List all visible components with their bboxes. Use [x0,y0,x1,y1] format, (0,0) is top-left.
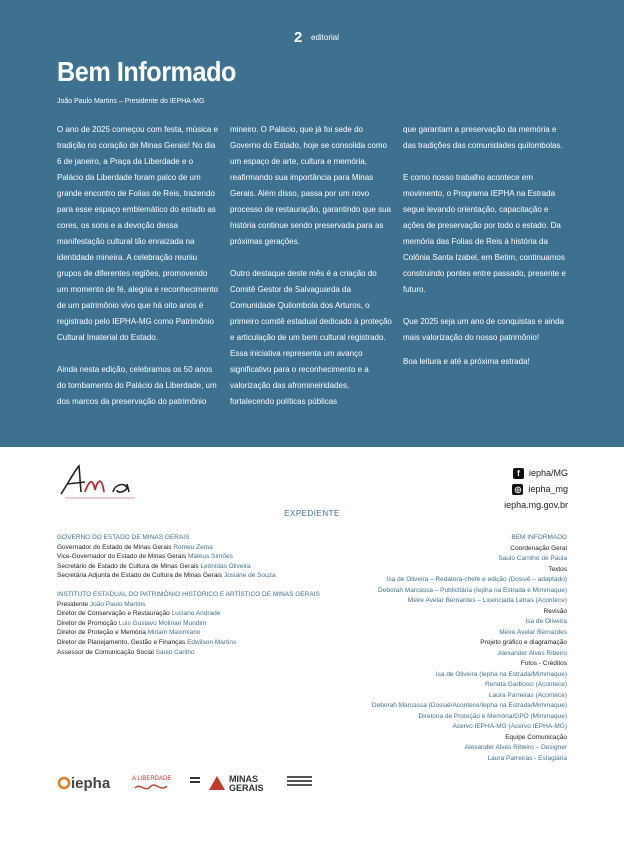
text-column-1 [57,122,220,426]
credit-row: Diretor de Conservação e Restauração Luciano Andrade [57,610,221,618]
expediente-heading: EXPEDIENTE [284,509,340,518]
facebook-row[interactable] [504,465,568,481]
svg-text:MINAS: MINAS [229,774,258,784]
credit-row: Diretor de Planejamento, Gestão e Finanças Edwilson Martins [57,638,237,646]
credit-line: Isa de Oliveira (Iepha na Estrada/Mimmaque) [435,670,567,678]
credit-line: Acervo IEPHA-MG (Acervo IEPHA-MG) [452,723,567,730]
page-title: Bem Informado [57,56,236,87]
paragraph: O ano de 2025 começou com festa, música e tradição no coração de Minas Gerais! No dia 6 de janeiro, a Praça da Liberdade e o Palácio da Liberdade foram palco de um grande encontro de Folias de Reis, trazendo para esse espaço emblemático do estado as cores, os sons e a devoção dessa manifestação cultural tão enraizada na identidade mineira. A celebração reuniu grupos de diferentes regiões, promovendo um momento de fé, alegria e reconhecimento de um patrimônio vivo que há oito anos é registrado pelo IEPHA-MG como Patrimônio Cultural Imaterial do Estado. [57,125,218,342]
ama-logo [55,462,150,502]
credit-line: Fotos - Créditos [520,660,567,667]
credit-row: Governador do Estado de Minas Gerais Romeu Zema [57,543,213,551]
instagram-handle: iepha_mg [528,484,568,494]
credit-line: Laura Parreiras - Estagiária [487,754,567,762]
credit-line: Renata Garbosci (Acontece) [484,681,567,688]
credit-line: Deborah Marcassa – Publicitária (Iepha na Estrada e Mimmaque) [378,586,567,594]
author-line: João Paulo Martins – Presidente do IEPHA-MG [57,98,205,105]
facebook-icon: f [513,468,524,479]
section-label: editorial [311,33,340,42]
credit-line: Meire Avelar Bernardes – Licenciada Letras (Acontece) [407,597,567,604]
credit-line: Diretoria de Proteção e Memória/GPO (Mimmaque) [418,712,567,720]
facebook-handle: iepha/MG [528,468,568,478]
credit-line: Equipe Comunicação [505,733,567,741]
paragraph: mineiro. O Palácio, que já foi sede do Governo do Estado, hoje se consolida como um espaço de arte, cultura e memória, reafirmando sua importância para Minas Gerais. Além disso, passa por um novo processo de restauração, garantindo que sua história continue sendo preservada para as próximas gerações. [230,125,391,246]
page-number: 2 [294,29,303,46]
iepha-logo: iepha [71,775,111,792]
credit-line: Coordenação Geral [510,544,567,552]
credit-row: Vice-Governador do Estado de Minas Gerais Mateus Simões [57,553,233,561]
credit-line: Meire Avelar Bernardes [499,628,567,636]
credit-line: Isa de Oliveira [525,618,567,625]
group-heading: GOVERNO DO ESTADO DE MINAS GERAIS [57,534,190,541]
svg-text:GERAIS: GERAIS [229,783,264,793]
credit-row: Assessor de Comunicação Social Saulo Carilho [57,648,195,656]
credit-line: Deborah Marcassa (Dossiê/Acontece/Iepha na Estrada/Mimmaque) [371,702,567,709]
text-column-3 [403,122,566,386]
website-url: iepha.mg.gov.br [504,500,568,510]
instagram-row[interactable] [504,481,568,497]
credit-row: Diretor de Proteção e Memória Miriam Maximiano [57,629,201,637]
credits-heading: BEM INFORMADO [511,534,567,541]
credit-line: Textos [548,565,567,573]
credit-row: Diretor de Promoção Luis Gustavo Molinari Mundim [57,619,207,627]
text-column-2 [230,122,393,426]
paragraph: Que 2025 seja um ano de conquistas e ainda mais valorização do nosso patrimônio! [403,317,565,342]
credit-line: Revisão [543,607,567,615]
paragraph: Ainda nesta edição, celebramos os 50 anos do tombamento do Palácio da Liberdade, um dos marcos da preservação do patrimônio [57,365,217,406]
credit-line: Alexander Alves Ribeiro – Designer [464,744,567,751]
credit-line: Projeto gráfico e diagramação [480,639,567,646]
credit-row: Presidente João Paulo Martins [57,600,146,608]
liberdade-logo: A LIBERDADE [132,776,172,782]
partner-logos [57,768,327,798]
paragraph: que garantam a preservação da memória e das tradições das comunidades quilombolas. [403,125,563,150]
instagram-icon: ◎ [512,484,523,495]
social-links [504,465,568,513]
credit-line: Laura Parreiras (Acontece) [488,691,567,699]
paragraph: E como nosso trabalho acontece em movimento, o Programa IEPHA na Estrada segue levando orientação, capacitação e ações de preservação por todo o estado. Da memória das Folias de Reis à história da Colônia Santa Izabel, em Betim, continuamos construindo pontes entre passado, presente e futuro. [403,173,566,294]
credit-line: Alexander Alves Ribeiro [497,649,567,657]
group-heading: INSTITUTO ESTADUAL DO PATRIMÔNIO HISTÓRICO E ARTÍSTICO DE MINAS GERAIS [57,590,320,598]
credit-row: Secretária Adjunta de Estado de Cultura de Minas Gerais Josiane de Souza [57,572,276,580]
credit-row: Secretário de Estado de Cultura de Minas Gerais Leônidas Oliveira [57,562,251,570]
paragraph: Boa leitura e até a próxima estrada! [403,357,530,366]
paragraph: Outro destaque deste mês é a criação do Comitê Gestor de Salvaguarda da Comunidade Quilombola dos Arturos, o primeiro comitê estadual dedicado à proteção e articulação de um bem cultural registrado. Essa iniciativa representa um avanço significativo para o reconhecimento e a valorização das afromineiridades, fortalecendo políticas públicas [230,269,392,406]
credits-right [267,533,567,764]
credit-line: Saulo Carrilho de Paula [498,555,567,562]
credit-line: Isa de Oliveira – Redatora-chefe e edição (Dossiê – adaptado) [386,576,567,583]
